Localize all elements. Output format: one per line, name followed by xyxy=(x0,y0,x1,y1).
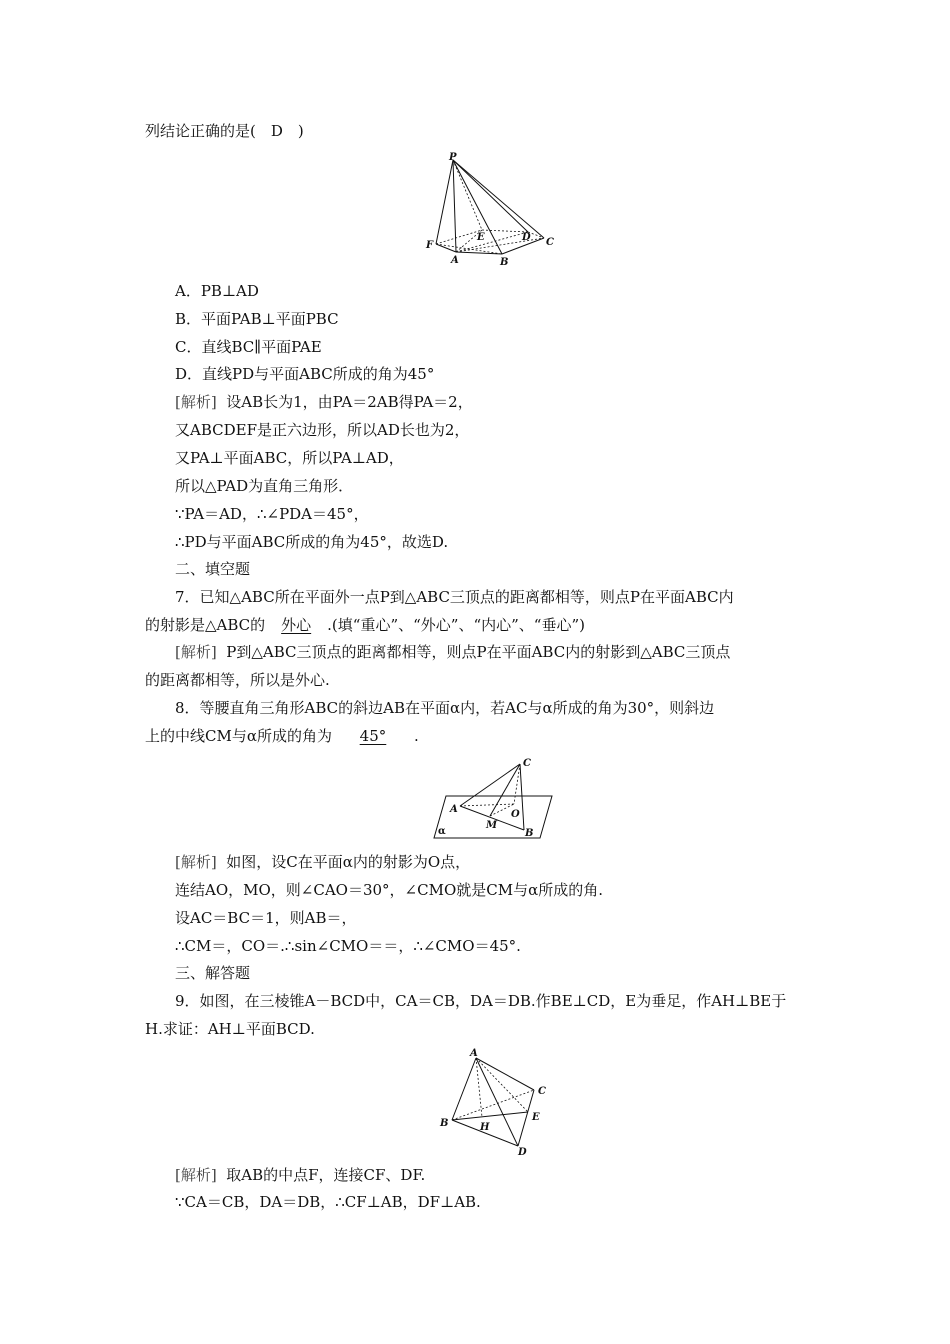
q8-stem-line2-tail: . xyxy=(413,727,419,745)
q9-stem-line2: H.求证：AH⊥平面BCD. xyxy=(145,1020,315,1038)
section-heading: 二、填空题 xyxy=(175,560,251,578)
q6-analysis-line: ∴PD与平面ABC所成的角为45°，故选D. xyxy=(175,533,449,551)
q7-stem-line1: 7．已知△ABC所在平面外一点P到△ABC三顶点的距离都相等，则点P在平面ABC内 xyxy=(175,588,734,606)
label-b: B xyxy=(525,828,534,839)
label-c: C xyxy=(538,1086,546,1097)
q8-analysis-tag: [解析] xyxy=(175,853,217,871)
q8-stem-line1: 8．等腰直角三角形ABC的斜边AB在平面α内，若AC与α所成的角为30°，则斜边 xyxy=(175,699,715,717)
label-a: A xyxy=(451,255,459,266)
q7-analysis-line: P到△ABC三顶点的距离都相等，则点P在平面ABC内的射影到△ABC三顶点 xyxy=(226,643,731,661)
section-heading: 三、解答题 xyxy=(175,964,251,982)
label-h: H xyxy=(480,1122,490,1133)
q7-analysis-tag: [解析] xyxy=(175,643,217,661)
q6-analysis-line: 所以△PAD为直角三角形． xyxy=(175,477,354,495)
q8-analysis-line: 连结AO，MO，则∠CAO＝30°，∠CMO就是CM与α所成的角. xyxy=(175,881,603,899)
q8-answer: 45° xyxy=(359,727,387,745)
q6-option-d: D．直线PD与平面ABC所成的角为45° xyxy=(175,365,435,383)
label-f: F xyxy=(426,240,434,251)
label-e: E xyxy=(477,232,485,243)
label-c: C xyxy=(546,237,554,248)
label-o: O xyxy=(511,809,520,820)
q8-stem-line2: 上的中线CM与α所成的角为 xyxy=(145,727,332,745)
label-p: P xyxy=(449,152,457,163)
q9-analysis-line: 取AB的中点F，连接CF、DF. xyxy=(226,1166,426,1184)
q6-analysis-tag: [解析] xyxy=(175,393,217,411)
label-b: B xyxy=(440,1118,449,1129)
label-a: A xyxy=(470,1048,478,1059)
q6-analysis-line: ∵PA＝AD，∴∠PDA＝45°， xyxy=(175,505,369,523)
q6-option-c: C．直线BC∥平面PAE xyxy=(175,338,322,356)
q9-analysis-line: ∵CA＝CB，DA＝DB，∴CF⊥AB，DF⊥AB. xyxy=(175,1193,481,1211)
q8-analysis-line: 设AC＝BC＝1，则AB＝， xyxy=(175,909,357,927)
q6-stem: 列结论正确的是( D ) xyxy=(145,122,304,140)
q7-answer: 外心 xyxy=(281,616,312,634)
q9-stem-line1: 9．如图，在三棱锥A－BCD中，CA＝CB，DA＝DB.作BE⊥CD，E为垂足，作AH⊥BE于 xyxy=(175,992,787,1010)
q6-analysis-line: 又ABCDEF是正六边形，所以AD长也为2， xyxy=(175,421,470,439)
q8-analysis-line: ∴CM＝，CO＝.∴sin∠CMO＝＝，∴∠CMO＝45°. xyxy=(175,937,521,955)
label-d: D xyxy=(522,232,531,243)
label-c: C xyxy=(523,758,531,769)
q6-option-b: B．平面PAB⊥平面PBC xyxy=(175,310,339,328)
q7-stem-line2: 的射影是△ABC的 xyxy=(145,616,266,634)
q6-analysis-line: 设AB长为1，由PA＝2AB得PA＝2， xyxy=(226,393,473,411)
pyramid-figure xyxy=(420,152,560,267)
q7-analysis-line: 的距离都相等，所以是外心. xyxy=(145,671,330,689)
label-alpha: α xyxy=(438,826,446,837)
q7-stem-line2-tail: .(填“重心”、“外心”、“内心”、“垂心”) xyxy=(327,616,585,634)
q6-option-a: A．PB⊥AD xyxy=(175,282,259,300)
plane-triangle-figure xyxy=(428,754,558,844)
label-e: E xyxy=(532,1112,540,1123)
label-b: B xyxy=(500,257,509,267)
q6-analysis-line: 又PA⊥平面ABC，所以PA⊥AD， xyxy=(175,449,404,467)
label-d: D xyxy=(518,1147,527,1156)
label-a: A xyxy=(450,804,458,815)
q8-analysis-line: 如图，设C在平面α内的射影为O点， xyxy=(226,853,471,871)
label-m: M xyxy=(486,820,498,831)
tetrahedron-figure xyxy=(432,1044,552,1156)
q9-analysis-tag: [解析] xyxy=(175,1166,217,1184)
